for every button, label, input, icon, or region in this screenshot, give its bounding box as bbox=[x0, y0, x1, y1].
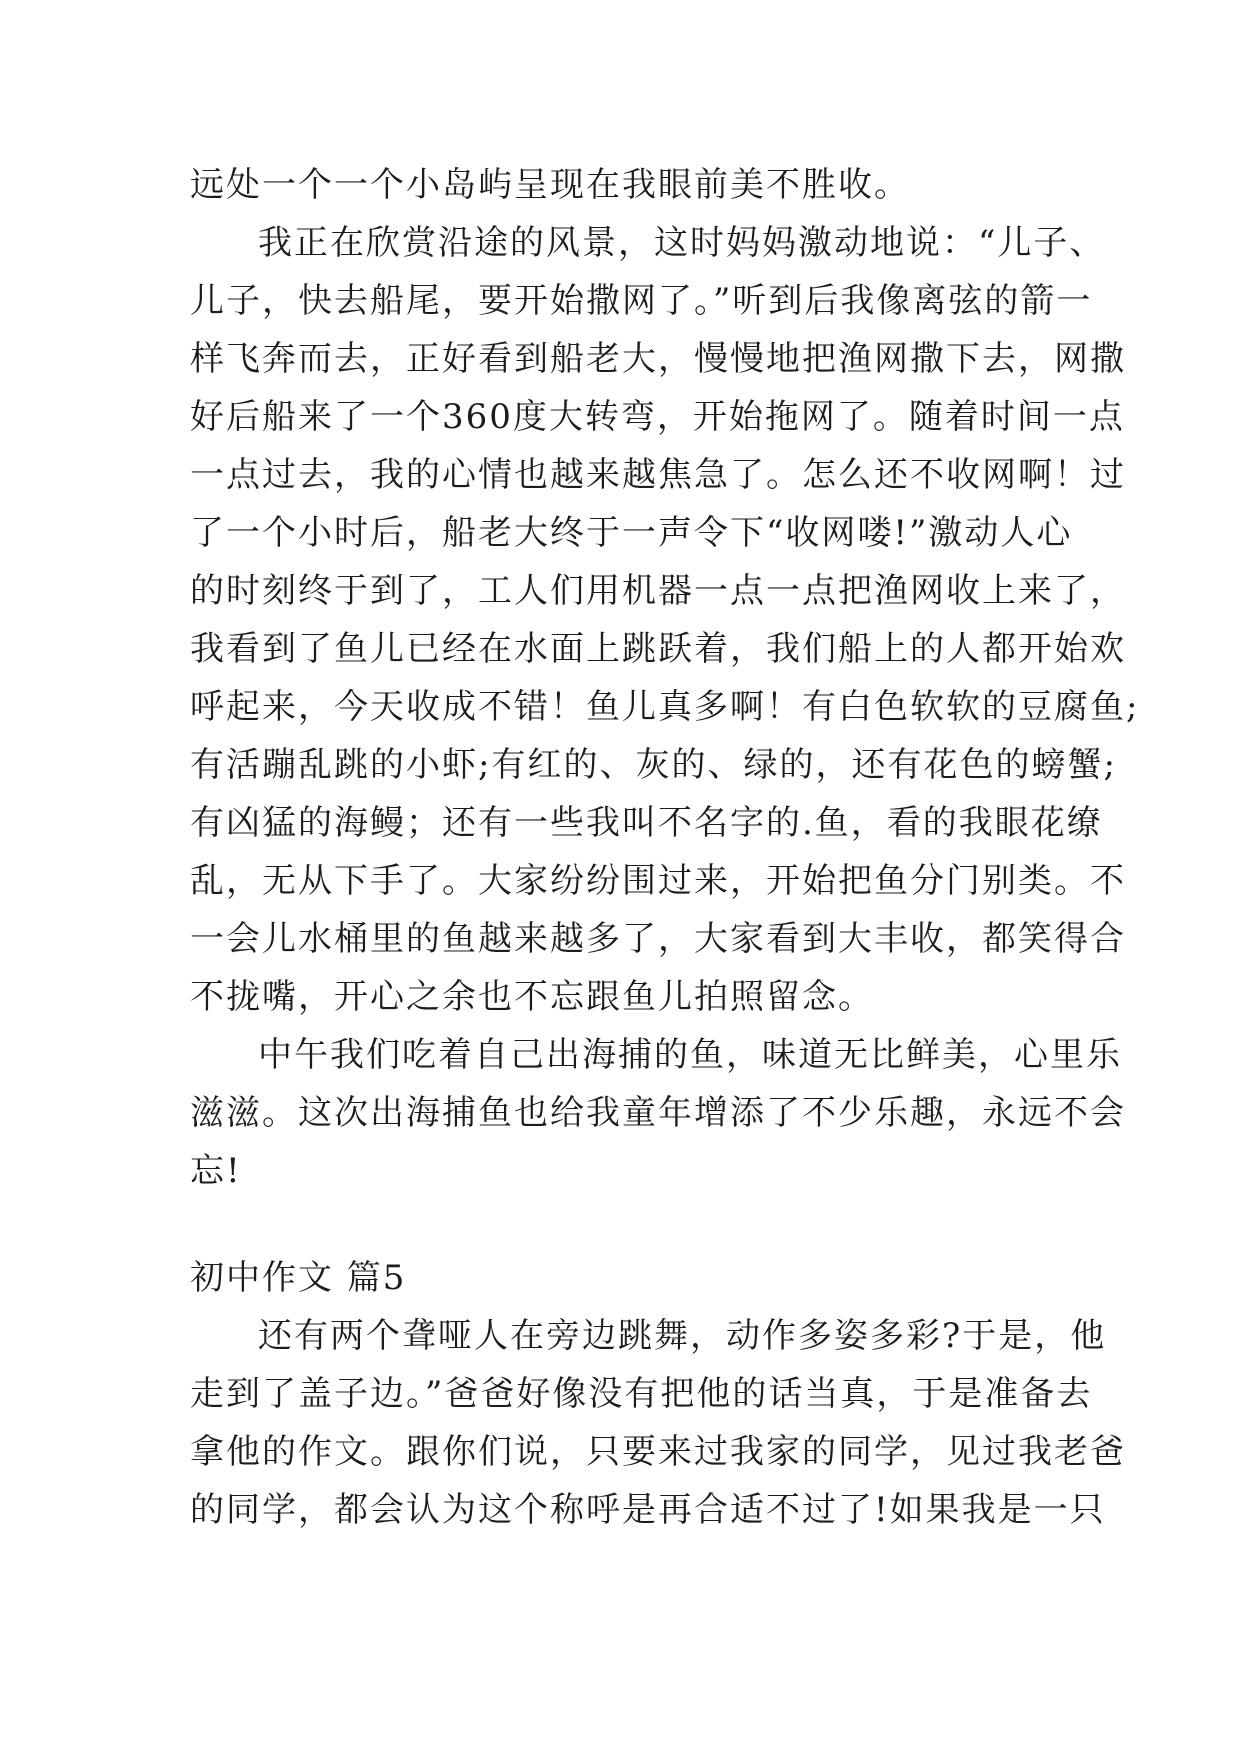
text-line: 远处一个一个小岛屿呈现在我眼前美不胜收。 bbox=[190, 165, 910, 205]
text-line: 好后船来了一个360度大转弯，开始拖网了。随着时间一点 bbox=[190, 397, 1125, 437]
text-line: 有活蹦乱跳的小虾;有红的、灰的、绿的，还有花色的螃蟹; bbox=[190, 745, 1117, 785]
text-line: 有凶猛的海鳗；还有一些我叫不名字的.鱼，看的我眼花缭 bbox=[190, 803, 1103, 843]
text-line: 滋滋。这次出海捕鱼也给我童年增添了不少乐趣，永远不会 bbox=[190, 1093, 1126, 1133]
text-line: 的同学，都会认为这个称呼是再合适不过了!如果我是一只 bbox=[190, 1490, 1106, 1530]
text-line: 一会儿水桶里的鱼越来越多了，大家看到大丰收，都笑得合 bbox=[190, 919, 1126, 959]
text-line: 的时刻终于到了，工人们用机器一点一点把渔网收上来了， bbox=[190, 571, 1126, 611]
text-line: 我看到了鱼儿已经在水面上跳跃着，我们船上的人都开始欢 bbox=[190, 629, 1126, 669]
text-line: 呼起来，今天收成不错！鱼儿真多啊！有白色软软的豆腐鱼; bbox=[190, 687, 1140, 727]
text-line: 儿子，快去船尾，要开始撒网了。”听到后我像离弦的箭一 bbox=[190, 281, 1093, 321]
text-line: 我正在欣赏沿途的风景，这时妈妈激动地说：“儿子、 bbox=[258, 223, 1106, 263]
text-line: 忘! bbox=[190, 1151, 242, 1191]
essay-body-part2 bbox=[190, 1307, 1126, 1539]
text-line: 乱，无从下手了。大家纷纷围过来，开始把鱼分门别类。不 bbox=[190, 861, 1126, 901]
text-line: 中午我们吃着自己出海捕的鱼，味道无比鲜美，心里乐 bbox=[258, 1035, 1122, 1075]
text-line: 还有两个聋哑人在旁边跳舞，动作多姿多彩?于是，他 bbox=[258, 1316, 1107, 1356]
essay-body-part1 bbox=[190, 156, 1140, 1200]
text-line: 不拢嘴，开心之余也不忘跟鱼儿拍照留念。 bbox=[190, 977, 874, 1017]
text-line: 一点过去，我的心情也越来越焦急了。怎么还不收网啊！过 bbox=[190, 455, 1126, 495]
text-line: 拿他的作文。跟你们说，只要来过我家的同学，见过我老爸 bbox=[190, 1432, 1126, 1472]
text-line: 走到了盖子边。”爸爸好像没有把他的话当真，于是准备去 bbox=[190, 1374, 1093, 1414]
text-line: 了一个小时后，船老大终于一声令下“收网喽!”激动人心 bbox=[190, 513, 1073, 553]
section-heading: 初中作文 篇5 bbox=[190, 1258, 407, 1298]
text-line: 样飞奔而去，正好看到船老大，慢慢地把渔网撒下去，网撒 bbox=[190, 339, 1126, 379]
